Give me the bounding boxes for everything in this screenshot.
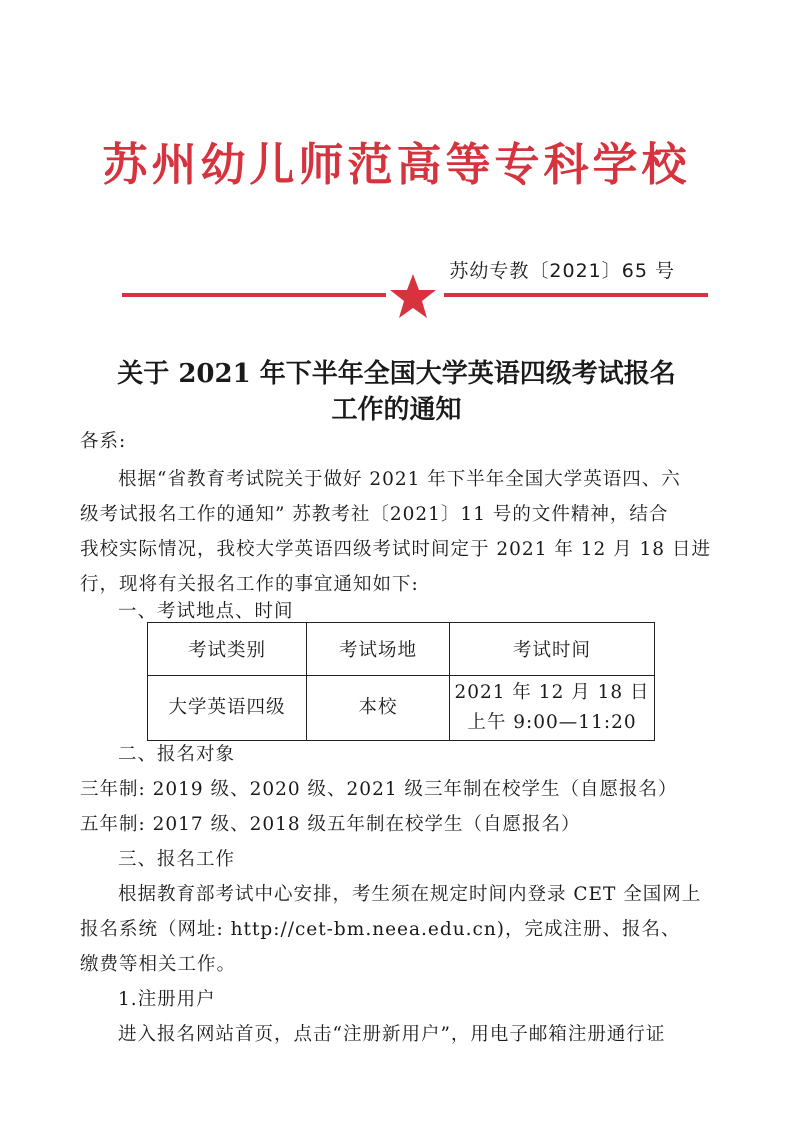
table-header-cell: 考试时间 xyxy=(450,623,655,676)
red-star-icon xyxy=(388,272,438,322)
letterhead-org-name: 苏州幼儿师范高等专科学校 xyxy=(102,138,691,191)
exam-info-table xyxy=(147,622,655,741)
eligibility-line: 五年制: 2017 级、2018 级五年制在校学生（自愿报名） xyxy=(80,814,581,835)
table-cell-venue: 本校 xyxy=(307,676,450,741)
table-header-cell: 考试类别 xyxy=(148,623,307,676)
exam-date: 2021 年 12 月 18 日 xyxy=(454,682,650,703)
section-1-heading: 一、考试地点、时间 xyxy=(118,601,294,622)
salutation: 各系: xyxy=(80,431,127,452)
paragraph-line: 根据教育部考试中心安排，考生须在规定时间内登录 CET 全国网上 xyxy=(118,884,702,905)
paragraph-line: 缴费等相关工作。 xyxy=(80,954,237,975)
eligibility-line: 三年制: 2019 级、2020 级、2021 级三年制在校学生（自愿报名） xyxy=(80,779,678,800)
table-header-cell: 考试场地 xyxy=(307,623,450,676)
paragraph-line: 行，现将有关报名工作的事宜通知如下: xyxy=(80,574,419,595)
paragraph-line: 级考试报名工作的通知” 苏教考社〔2021〕11 号的文件精神，结合 xyxy=(80,504,669,525)
section-2-heading: 二、报名对象 xyxy=(118,744,236,765)
notice-title-line-1: 关于 2021 年下半年全国大学英语四级考试报名 xyxy=(117,359,676,389)
document-number: 苏幼专教〔2021〕65 号 xyxy=(449,260,675,282)
exam-time: 上午 9:00—11:20 xyxy=(467,712,637,733)
paragraph-line: 报名系统（网址: http://cet-bm.neea.edu.cn)，完成注册、报名、 xyxy=(80,919,681,940)
subsection-1-heading: 1.注册用户 xyxy=(118,989,216,1010)
letterhead-red-line-right xyxy=(444,293,708,297)
paragraph-line: 根据“省教育考试院关于做好 2021 年下半年全国大学英语四、六 xyxy=(118,469,681,490)
paragraph-line: 我校实际情况，我校大学英语四级考试时间定于 2021 年 12 月 18 日进 xyxy=(80,539,711,560)
table-cell-time xyxy=(450,676,655,741)
section-3-heading: 三、报名工作 xyxy=(118,849,236,870)
table-header-row xyxy=(148,623,655,676)
notice-title-line-2: 工作的通知 xyxy=(331,395,462,425)
letterhead-red-line-left xyxy=(122,293,386,297)
table-row xyxy=(148,676,655,741)
table-cell-category: 大学英语四级 xyxy=(148,676,307,741)
paragraph-line: 进入报名网站首页，点击“注册新用户”，用电子邮箱注册通行证 xyxy=(118,1024,666,1045)
